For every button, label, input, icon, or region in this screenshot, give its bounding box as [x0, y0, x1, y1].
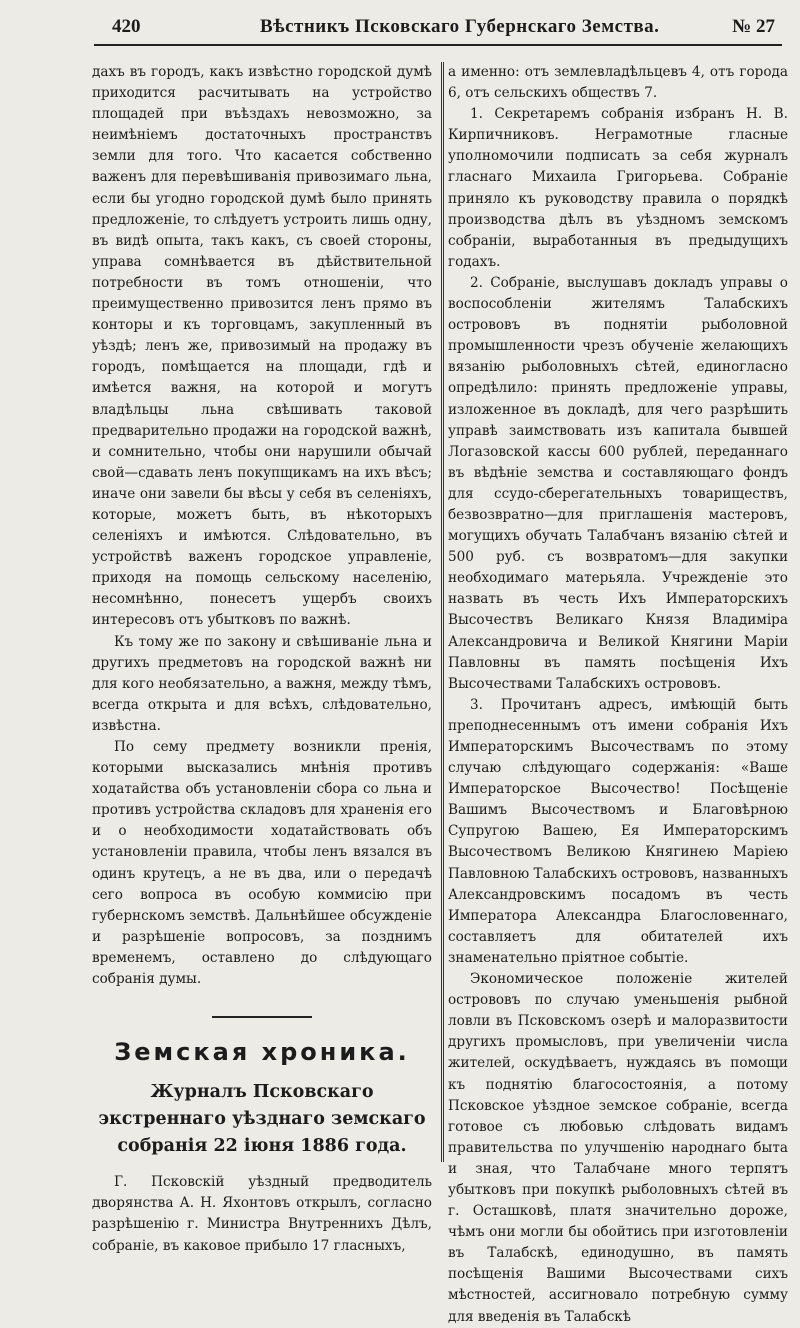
right-paragraph-1: а именно: отъ землевладѣльцевъ 4, отъ города 6, отъ сельскихъ обществъ 7. — [448, 64, 788, 102]
right-column — [448, 62, 788, 1328]
left-paragraph-1: дахъ въ городъ, какъ извѣстно городской думѣ приходится расчитывать на устройство площадей при въѣздахъ невозможно, за неимѣніемъ достаточныхъ пространствъ земли для того. Что касается собственно важенъ для перевѣшиванія привозимаго льна, если бы угодно городской думѣ было принять предложеніе, то слѣдуетъ устроить лишь одну, въ видѣ опыта, такъ какъ, съ своей стороны, управа сомнѣвается въ дѣйствительной потребности въ томъ отношеніи, что преимущественно привозится ленъ прямо въ конторы и къ торговцамъ, закупленный въ уѣздѣ; ленъ же, привозимый на продажу въ городъ, помѣщается на площади, гдѣ и имѣется важня, на которой и могутъ владѣльцы льна свѣшивать таковой предварительно продажи на городской важнѣ, и сомнительно, чтобы они нарушили обычай свой—сдавать ленъ покупщикамъ на ихъ вѣсъ; иначе они завели бы вѣсы у себя въ селеніяхъ, которые, можетъ быть, въ нѣкоторыхъ селеніяхъ и имѣются. Слѣдовательно, въ устройствѣ важенъ городское управленіе, приходя на помощь сельскому населенію, несомнѣнно, понесетъ ущербъ своихъ интересовъ отъ убытковъ по важнѣ. — [92, 64, 432, 629]
column-divider — [441, 62, 444, 1162]
right-paragraph-5: Экономическое положеніе жителей острововъ по случаю уменьшенія рыбной ловли въ Псковскомъ озерѣ и малоразвитости другихъ промысловъ, при увеличеніи числа жителей, оскудѣваетъ, нуждаясь въ помощи къ поднятію благосостоянія, а потому Псковское уѣздное земское собраніе, всегда готовое съ любовью слѣдовать видамъ правительства по улучшенію народнаго быта и зная, что Талабчане много терпятъ убытковъ при покупкѣ рыболовныхъ сѣтей въ г. Осташковѣ, платя значительно дороже, чѣмъ они могли бы обойтись при изготовленіи въ Талабскѣ, единодушно, въ память посѣщенія Вашими Высочествами сихъ мѣстностей, ассигновало потребную сумму для введенія въ Талабскѣ — [448, 971, 788, 1325]
right-paragraph-2: 1. Секретаремъ собранія избранъ Н. В. Кирпичниковъ. Неграмотные гласные уполномочили подписать за себя журналъ гласнаго Михаила Григорьева. Собраніе приняло къ руководству правила о порядкѣ производства дѣлъ въ уѣздномъ земскомъ собраніи, выработанныя въ предыдущихъ годахъ. — [448, 106, 788, 270]
article-title: Журналъ Псковскаго экстреннаго уѣзднаго земскаго собранія 22 іюня 1886 года. — [98, 1082, 426, 1157]
issue-number: № 27 — [732, 16, 775, 37]
left-column — [92, 62, 432, 1257]
section-divider — [212, 1016, 312, 1018]
running-head — [40, 12, 775, 44]
right-paragraph-4: 3. Прочитанъ адресъ, имѣющій быть преподнесеннымъ отъ имени собранія Ихъ Императорскимъ Высочествамъ по этому случаю слѣдующаго содержанія: «Ваше Императорское Высочество! Посѣщеніе Вашимъ Высочествомъ и Благовѣрною Супругою Вашею, Ея Императорскимъ Высочествомъ Великою Княгинею Маріею Павловною Талабскихъ острововъ, названныхъ Александровскимъ посадомъ въ честь Императора Александра Благословеннаго, составляетъ для обитателей ихъ знаменательно пріятное событіе. — [448, 696, 788, 966]
left-paragraph-3: По сему предмету возникли пренія, которыми высказались мнѣнія противъ ходатайства объ установленіи сбора со льна и противъ устройства складовъ для храненія его и о необходимости ходатайствовать объ установленіи правила, чтобы ленъ вязался въ одинъ крутецъ, а не въ два, или о передачѣ сего вопроса въ особую коммисію при губернскомъ земствѣ. Дальнѣйшее обсужденіе и разрѣшеніе вопросовъ, за позднимъ временемъ, оставлено до слѣдующаго собранія думы. — [92, 739, 432, 988]
section-heading: Земская хроника. — [114, 1038, 410, 1067]
journal-title: Вѣстникъ Псковскаго Губернскаго Земства. — [260, 16, 660, 37]
left-paragraph-2: Къ тому же по закону и свѣшиваніе льна и другихъ предметовъ на городской важнѣ ни для кого необязательно, а важня, между тѣмъ, всегда открыта и для всѣхъ, слѣдовательно, извѣстна. — [92, 633, 432, 734]
page-number: 420 — [112, 16, 141, 37]
header-rule — [94, 44, 782, 46]
article-opening: Г. Псковскій уѣздный предводитель дворянства А. Н. Яхонтовъ открылъ, согласно разрѣшенію г. Министра Внутреннихъ Дѣлъ, собраніе, въ каковое прибыло 17 гласныхъ, — [92, 1174, 432, 1254]
right-paragraph-3: 2. Собраніе, выслушавъ докладъ управы о воспособленіи жителямъ Талабскихъ острововъ въ поднятіи рыболовной промышленности чрезъ обученіе желающихъ вязанію рыболовныхъ сѣтей, единогласно опредѣлило: принять предложеніе управы, изложенное въ докладѣ, для чего разрѣшить управѣ заимствовать изъ капитала бывшей Логазовской кассы 600 рублей, переданнаго въ вѣдѣніе земства и составляющаго фондъ для ссудо-сберегательныхъ товариществъ, безвозвратно—для приглашенія мастеровъ, могущихъ обучать Талабчанъ вязанію сѣтей и 500 руб. съ возвратомъ—для закупки необходимаго матерьяла. Учрежденіе это назвать въ честь Ихъ Императорскихъ Высочествъ Великаго Князя Владиміра Александровича и Великой Княгини Маріи Павловны въ память посѣщенія Ихъ Высочествами Талабскихъ острововъ. — [448, 274, 788, 692]
